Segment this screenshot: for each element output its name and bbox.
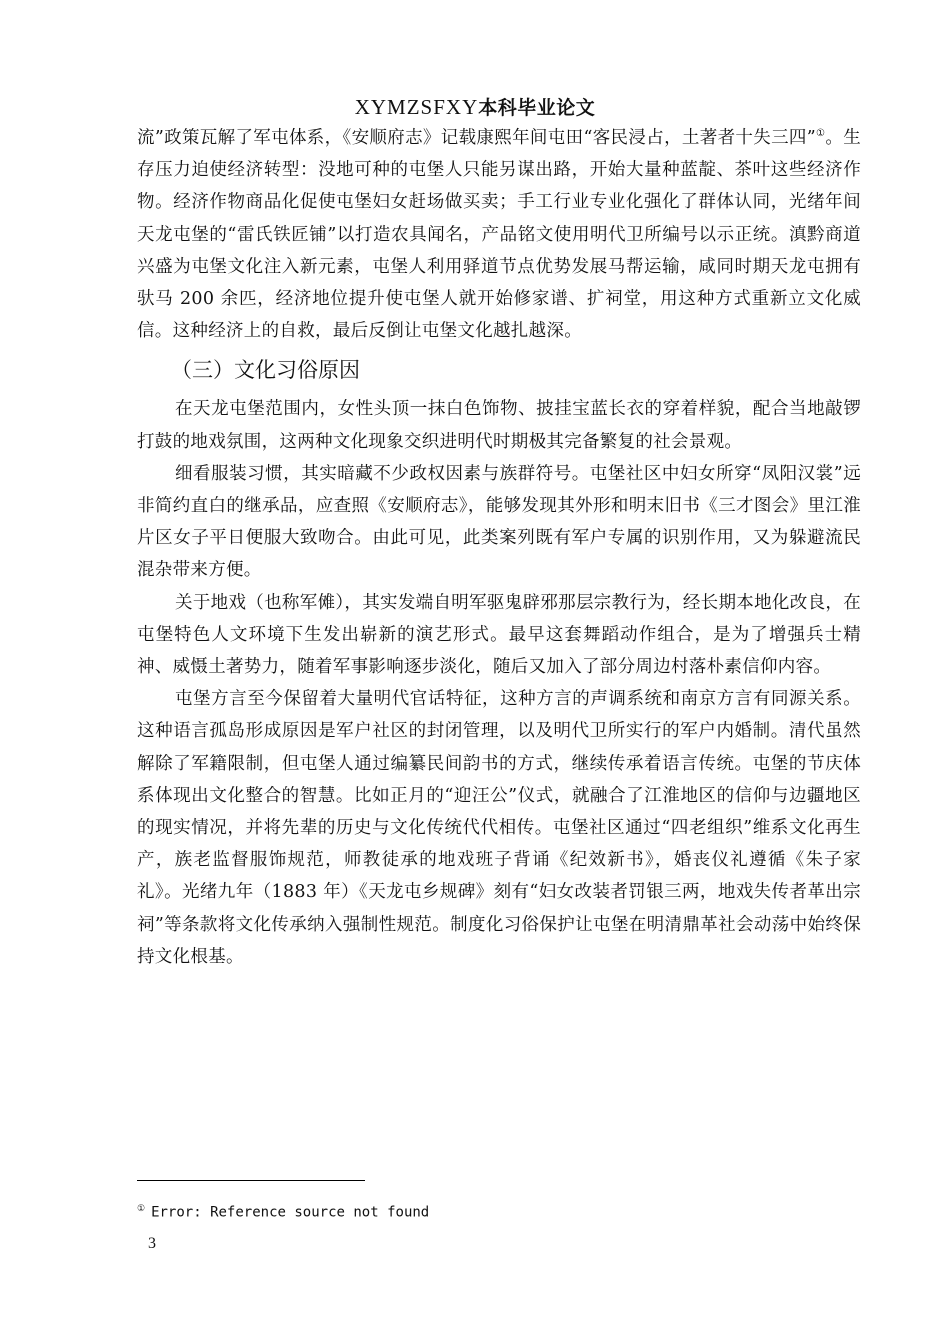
header-title-zh: 本科毕业论文 [478, 97, 596, 119]
paragraph-text: 流”政策瓦解了军屯体系，《安顺府志》记载康熙年间屯田“客民浸占，土著者十失三四” [137, 128, 817, 148]
footnote-separator [137, 1180, 365, 1181]
paragraph-clothing: 细看服装习惯，其实暗藏不少政权因素与族群符号。屯堡社区中妇女所穿“凤阳汉裳”远非简约直白的继承品，应查照《安顺府志》，能够发现其外形和明末旧书《三才图会》里江淮片区女子平日便服大致吻合。由此可见，此类案列既有军户专属的识别作用，又为躲避流民混杂带来方便。 [137, 463, 861, 581]
paragraph-dixi: 关于地戏（也称军傩），其实发端自明军驱鬼辟邪那层宗教行为，经长期本地化改良，在屯堡特色人文环境下生发出崭新的演艺形式。最早这套舞蹈动作组合，是为了增强兵士精神、威慑土著势力，随着军事影响逐步淡化，随后又加入了部分周边村落朴素信仰内容。 [137, 592, 861, 678]
page-number: 3 [148, 1235, 156, 1252]
footnote-text: Error: Reference source not found [151, 1204, 430, 1221]
paragraph-text: 。生存压力迫使经济转型：没地可种的屯堡人只能另谋出路，开始大量种蓝靛、茶叶这些经济作物。经济作物商品化促使屯堡妇女赶场做买卖；手工行业专业化强化了群体认同，光绪年间天龙屯堡的“雷氏铁匠铺”以打造农具闻名，产品铭文使用明代卫所编号以示正统。滇黔商道兴盛为屯堡文化注入新元素，屯堡人利用驿道节点优势发展马帮运输，咸同时期天龙屯拥有驮马 200 余匹，经济地位提升使屯堡人就开始修家谱、扩祠堂，用这种方式重新立文化威信。这种经济上的自救，最后反倒让屯堡文化越扎越深。 [137, 128, 861, 342]
main-text [137, 122, 861, 973]
running-header [0, 94, 950, 121]
paragraph-continued [137, 122, 861, 347]
paragraph-dress-opera: 在天龙屯堡范围内，女性头顶一抹白色饰物、披挂宝蓝长衣的穿着样貌，配合当地敲锣打鼓的地戏氛围，这两种文化现象交织进明代时期极其完备繁复的社会景观。 [137, 399, 861, 452]
footnote [137, 1199, 429, 1223]
paragraph-dialect: 屯堡方言至今保留着大量明代官话特征，这种方言的声调系统和南京方言有同源关系。这种语言孤岛形成原因是军户社区的封闭管理，以及明代卫所实行的军户内婚制。清代虽然解除了军籍限制，但屯堡人通过编纂民间韵书的方式，继续传承着语言传统。屯堡的节庆体系体现出文化整合的智慧。比如正月的“迎汪公”仪式，就融合了江淮地区的信仰与边疆地区的现实情况，并将先辈的历史与文化传统代代相传。屯堡社区通过“四老组织”维系文化再生产，族老监督服饰规范，师教徒承的地戏班子背诵《纪效新书》，婚丧仪礼遵循《朱子家礼》。光绪九年（1883 年）《天龙屯乡规碑》刻有“妇女改装者罚银三两，地戏失传者革出宗祠”等条款将文化传承纳入强制性规范。制度化习俗保护让屯堡在明清鼎革社会动荡中始终保持文化根基。 [137, 689, 861, 967]
footnote-reference[interactable]: ① [816, 128, 826, 140]
header-title-en: XYMZSFXY [354, 95, 479, 119]
section-heading: （三）文化习俗原因 [171, 358, 360, 383]
footnote-mark: ① [137, 1204, 146, 1214]
